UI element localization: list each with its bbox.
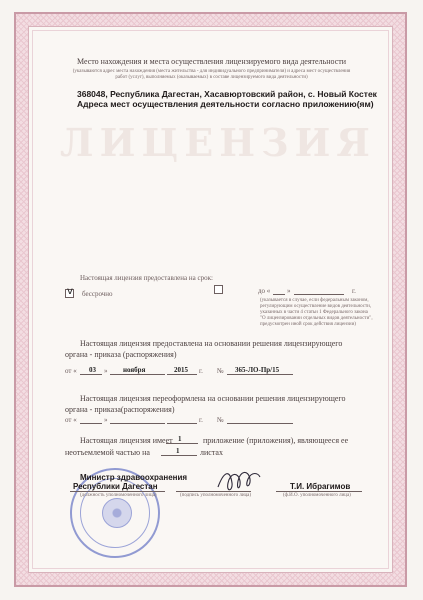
reissue-day-line <box>80 423 102 424</box>
address-line-2: Адреса мест осуществления деятельности согласно приложению(ям) <box>77 99 374 109</box>
address-line-1: 368048, Республика Дагестан, Хасавюртовский район, с. Новый Костек <box>77 89 377 99</box>
annex-sheets: 1 <box>176 447 180 455</box>
basis-number: 365-ЛО-Пр/15 <box>235 366 280 374</box>
term-note-3: указанных в части 4 статьи 1 Федерального закона <box>260 310 368 315</box>
annex-count-line <box>166 443 198 444</box>
signature-caption: (подпись уполномоченного лица) <box>180 493 252 498</box>
basis-month: ноября <box>123 366 146 374</box>
annex-line-2-prefix: неотъемлемой частью на <box>65 448 150 457</box>
authority-line <box>70 491 165 492</box>
basis-from-label: от « <box>65 367 77 375</box>
basis-day: 03 <box>89 366 96 374</box>
basis-day-line <box>80 374 102 375</box>
unlimited-label: бессрочно <box>82 290 113 298</box>
reissue-number-label: № <box>217 416 224 424</box>
basis-close-quote: » <box>104 367 108 375</box>
basis-year-suffix: г. <box>199 367 203 375</box>
reissue-month-line <box>110 423 165 424</box>
until-suffix: » <box>287 287 291 295</box>
authority-line-1: Министр здравоохранения <box>80 473 188 482</box>
authority-line-2: Республики Дагестан <box>73 482 158 491</box>
name-caption: (ф.И.О. уполномоченного лица) <box>283 493 351 498</box>
reissue-year-suffix: г. <box>199 416 203 424</box>
header-title: Место нахождения и места осуществления лицензируемого вида деятельности <box>76 57 347 66</box>
basis-line-2: органа - приказа (распоряжения) <box>65 350 177 359</box>
authority-caption: (должность уполномоченного лица) <box>80 493 157 498</box>
basis-number-line <box>227 374 293 375</box>
basis-month-line <box>110 374 165 375</box>
reissue-line-1: Настоящая лицензия переоформлена на основании решения лицензирующего <box>80 394 346 403</box>
term-note-1: (указывается в случае, если федеральным законом, <box>260 298 369 303</box>
until-year-suffix: г. <box>352 287 356 295</box>
reissue-number-line <box>227 423 293 424</box>
term-note-2: регулирующим осуществление видов деятельности, <box>260 304 372 309</box>
term-note-4: "О лицензировании отдельных видов деятельности", <box>260 316 373 321</box>
term-label: Настоящая лицензия предоставлена на срок: <box>80 274 213 282</box>
reissue-from-label: от « <box>65 416 77 424</box>
official-name: Т.И. Ибрагимов <box>290 482 351 491</box>
term-until-checkbox[interactable] <box>214 285 223 294</box>
watermark: ЛИЦЕНЗИЯ <box>60 120 376 165</box>
until-prefix: до « <box>258 287 271 295</box>
annex-line-1-prefix: Настоящая лицензия имеет <box>80 436 173 445</box>
until-month-line <box>294 294 344 295</box>
annex-count: 1 <box>178 435 182 443</box>
annex-line-2-suffix: листах <box>200 448 223 457</box>
reissue-year-line <box>167 423 197 424</box>
check-mark-icon: v <box>67 286 73 297</box>
annex-sheets-line <box>161 455 197 456</box>
reissue-line-2: органа - приказа(распоряжения) <box>65 405 175 414</box>
basis-year-line <box>167 374 197 375</box>
basis-year: 2015 <box>174 366 188 374</box>
term-note-5: предусмотрен иной срок действия лицензии) <box>260 322 356 327</box>
annex-line-1-suffix: приложение (приложения), являющееся ее <box>203 436 349 445</box>
name-line <box>276 491 362 492</box>
header-subtitle-2: работ (услуг), выполняемых (оказываемых) в составе лицензируемого вида деятельности) <box>115 75 308 80</box>
basis-number-label: № <box>217 367 224 375</box>
reissue-close-quote: » <box>104 416 108 424</box>
signature-line <box>176 491 251 492</box>
header-subtitle-1: (указываются адрес места нахождения (места жительства - для индивидуального предпринимателя) и адреса мест осуществления <box>72 69 351 74</box>
until-day-line <box>273 294 285 295</box>
basis-line-1: Настоящая лицензия предоставлена на основании решения лицензирующего <box>80 339 343 348</box>
